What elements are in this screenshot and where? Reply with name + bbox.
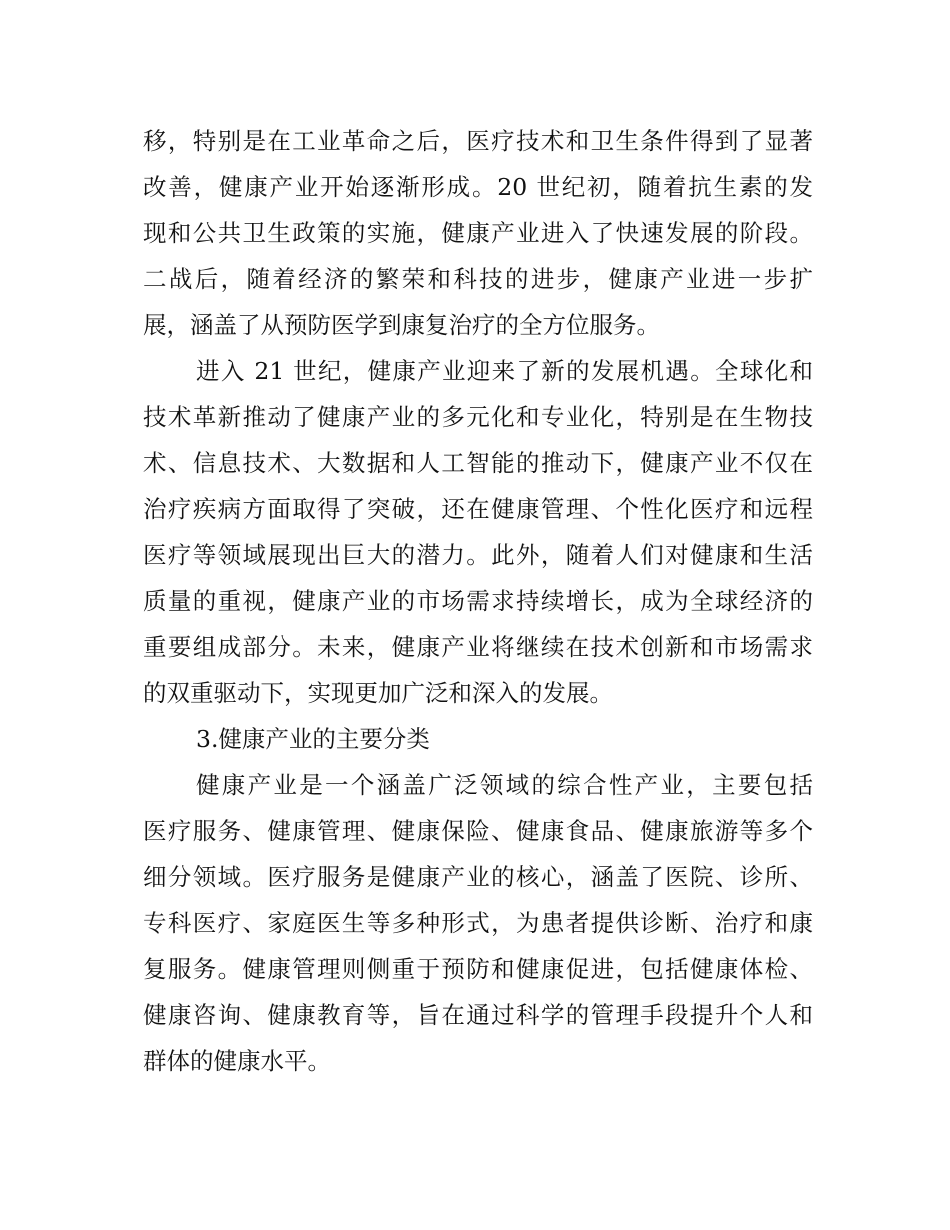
paragraph-3-line-6: 健康咨询、健康教育等，旨在通过科学的管理手段提升个人和: [143, 1001, 813, 1029]
paragraph-2-line-5: 医疗等领域展现出巨大的潜力。此外，随着人们对健康和生活: [143, 541, 813, 569]
paragraph-2-line-7: 重要组成部分。未来，健康产业将继续在技术创新和市场需求: [143, 633, 813, 661]
paragraph-3-line-4: 专科医疗、家庭医生等多种形式，为患者提供诊断、治疗和康: [143, 909, 813, 937]
paragraph-2-line-6: 质量的重视，健康产业的市场需求持续增长，成为全球经济的: [143, 587, 813, 615]
paragraph-1-line-5: 展，涵盖了从预防医学到康复治疗的全方位服务。: [143, 311, 660, 339]
paragraph-3-line-2: 医疗服务、健康管理、健康保险、健康食品、健康旅游等多个: [143, 817, 813, 845]
paragraph-1-line-2: 改善，健康产业开始逐渐形成。20 世纪初，随着抗生素的发: [143, 173, 813, 201]
paragraph-1-line-4: 二战后，随着经济的繁荣和科技的进步，健康产业进一步扩: [143, 265, 813, 293]
paragraph-3-line-7: 群体的健康水平。: [143, 1047, 331, 1075]
paragraph-2-line-4: 治疗疾病方面取得了突破，还在健康管理、个性化医疗和远程: [143, 495, 813, 523]
paragraph-2-line-1: 进入 21 世纪，健康产业迎来了新的发展机遇。全球化和: [196, 357, 813, 385]
paragraph-2-line-8: 的双重驱动下，实现更加广泛和深入的发展。: [143, 679, 613, 707]
paragraph-1-line-1: 移，特别是在工业革命之后，医疗技术和卫生条件得到了显著: [143, 127, 813, 155]
paragraph-2-line-3: 术、信息技术、大数据和人工智能的推动下，健康产业不仅在: [143, 449, 813, 477]
paragraph-3-line-3: 细分领域。医疗服务是健康产业的核心，涵盖了医院、诊所、: [143, 863, 813, 891]
paragraph-2-line-2: 技术革新推动了健康产业的多元化和专业化，特别是在生物技: [143, 403, 813, 431]
paragraph-3-line-5: 复服务。健康管理则侧重于预防和健康促进，包括健康体检、: [143, 955, 813, 983]
section-heading: 3.健康产业的主要分类: [196, 725, 430, 753]
paragraph-1-line-3: 现和公共卫生政策的实施，健康产业进入了快速发展的阶段。: [143, 219, 813, 247]
paragraph-3-line-1: 健康产业是一个涵盖广泛领域的综合性产业，主要包括: [196, 771, 813, 799]
